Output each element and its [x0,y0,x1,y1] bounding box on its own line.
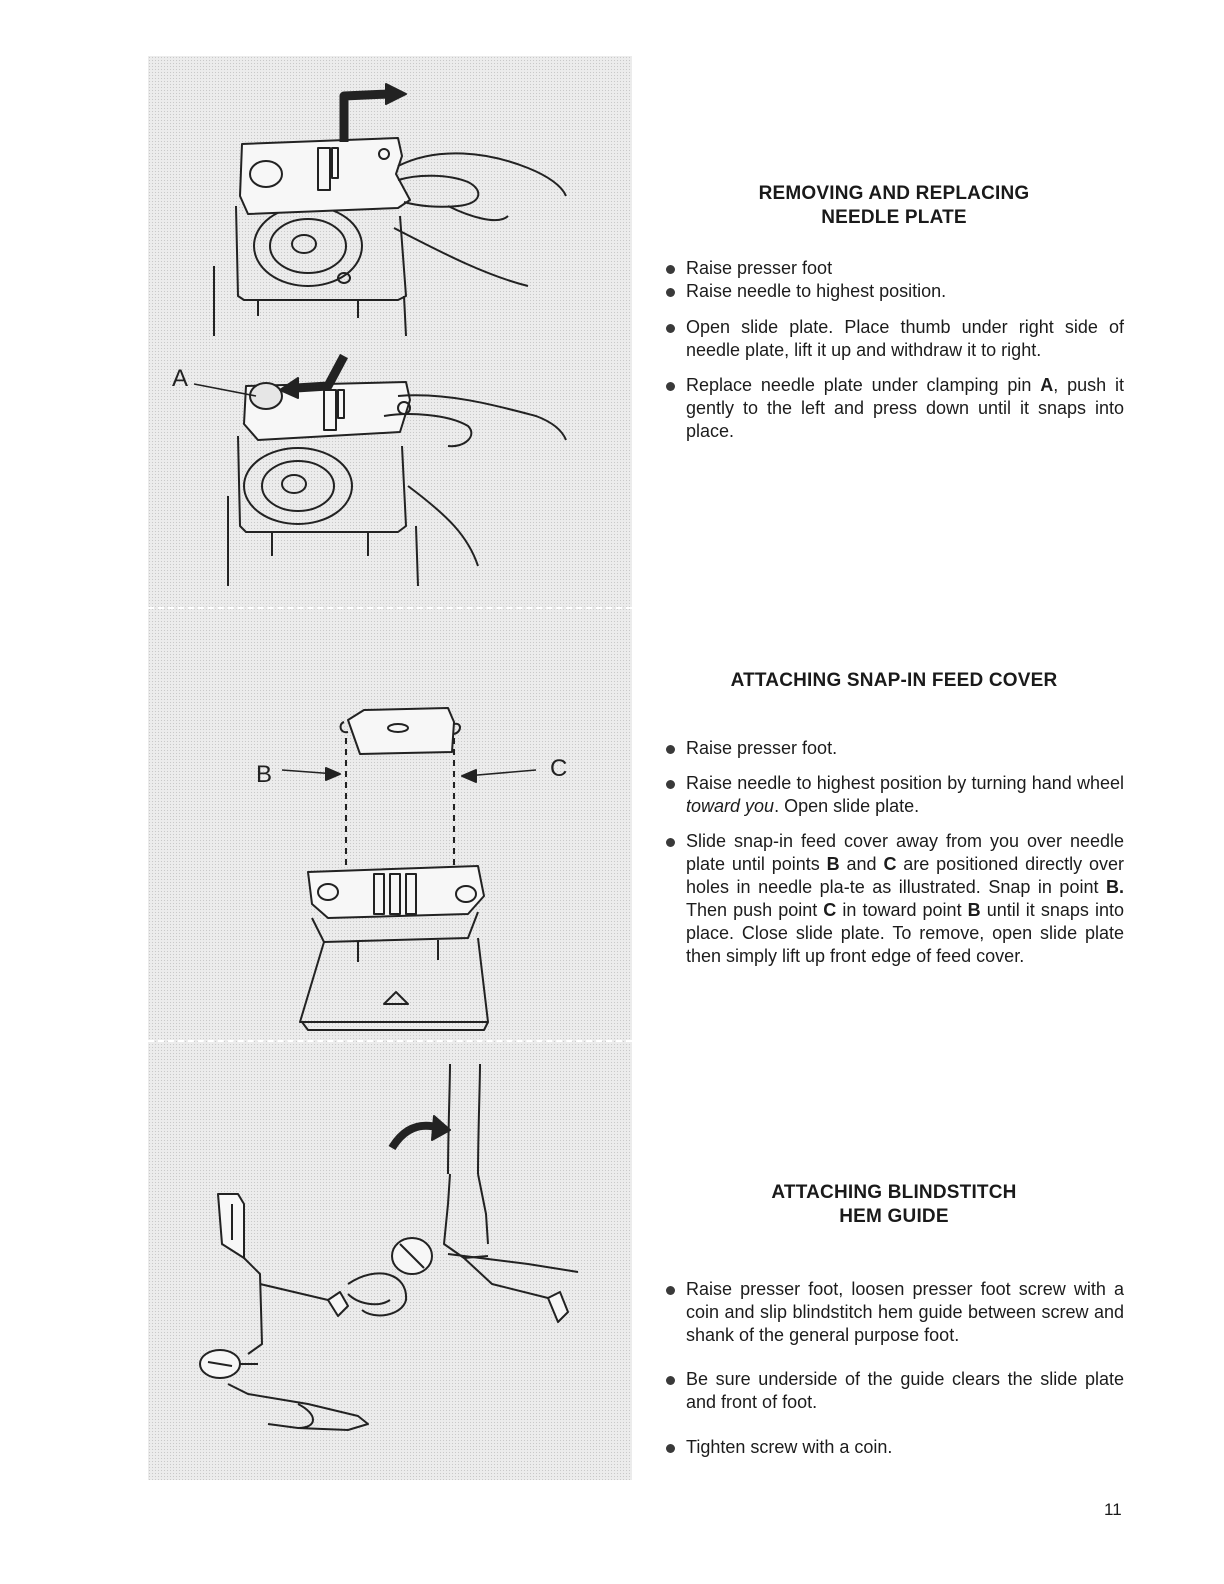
hem-guide-illustration [148,1044,632,1480]
panel-divider [148,607,632,609]
step-item: Be sure underside of the guide clears the slide plate and front of foot. [664,1368,1124,1414]
figure-label-b: B [256,761,273,788]
figure-label-c: C [550,755,568,782]
page-number: 11 [1104,1500,1122,1519]
step-item: Raise presser foot, loosen presser foot screw with a coin and slip blindstitch hem guide between screw and shank of the general purpose foot. [664,1278,1124,1347]
step-item: Tighten screw with a coin. [664,1436,1124,1459]
step-item: Open slide plate. Place thumb under right side of needle plate, lift it up and withdraw it to right. [664,316,1124,362]
section-feed-cover [664,669,1124,968]
step-list [664,1278,1124,1459]
step-item: Raise needle to highest position by turning hand wheel toward you. Open slide plate. [664,772,1124,818]
feed-cover-drawing [148,612,632,1038]
needle-plate-drawing [148,56,632,606]
illustration-column [148,56,632,1480]
step-list [664,737,1124,968]
section-hem-guide [664,1181,1124,1459]
section-title: ATTACHING SNAP-IN FEED COVER [730,670,1058,691]
feed-cover-illustration [148,612,632,1038]
section-title: REMOVING AND REPLACING NEEDLE PLATE [758,183,1030,228]
step-item: Raise needle to highest position. [664,280,1124,303]
step-item: Slide snap-in feed cover away from you over needle plate until points B and C are positioned directly over holes in needle pla-te as illustrated. Snap in point B. Then push point C in toward point B until it snaps into place. Close slide plate. To remove, open slide plate then simply lift up front edge of feed cover. [664,830,1124,968]
step-item: Raise presser foot. [664,737,1124,760]
figure-label-a: A [172,365,189,392]
section-needle-plate [664,182,1124,443]
section-title: ATTACHING BLINDSTITCH HEM GUIDE [771,1182,1017,1227]
step-item: Raise presser foot [664,257,1124,280]
panel-divider [148,1040,632,1042]
step-item: Replace needle plate under clamping pin A, push it gently to the left and press down until it snaps into place. [664,374,1124,443]
needle-plate-illustration [148,56,632,606]
step-list [664,257,1124,443]
hem-guide-drawing [148,1044,632,1480]
